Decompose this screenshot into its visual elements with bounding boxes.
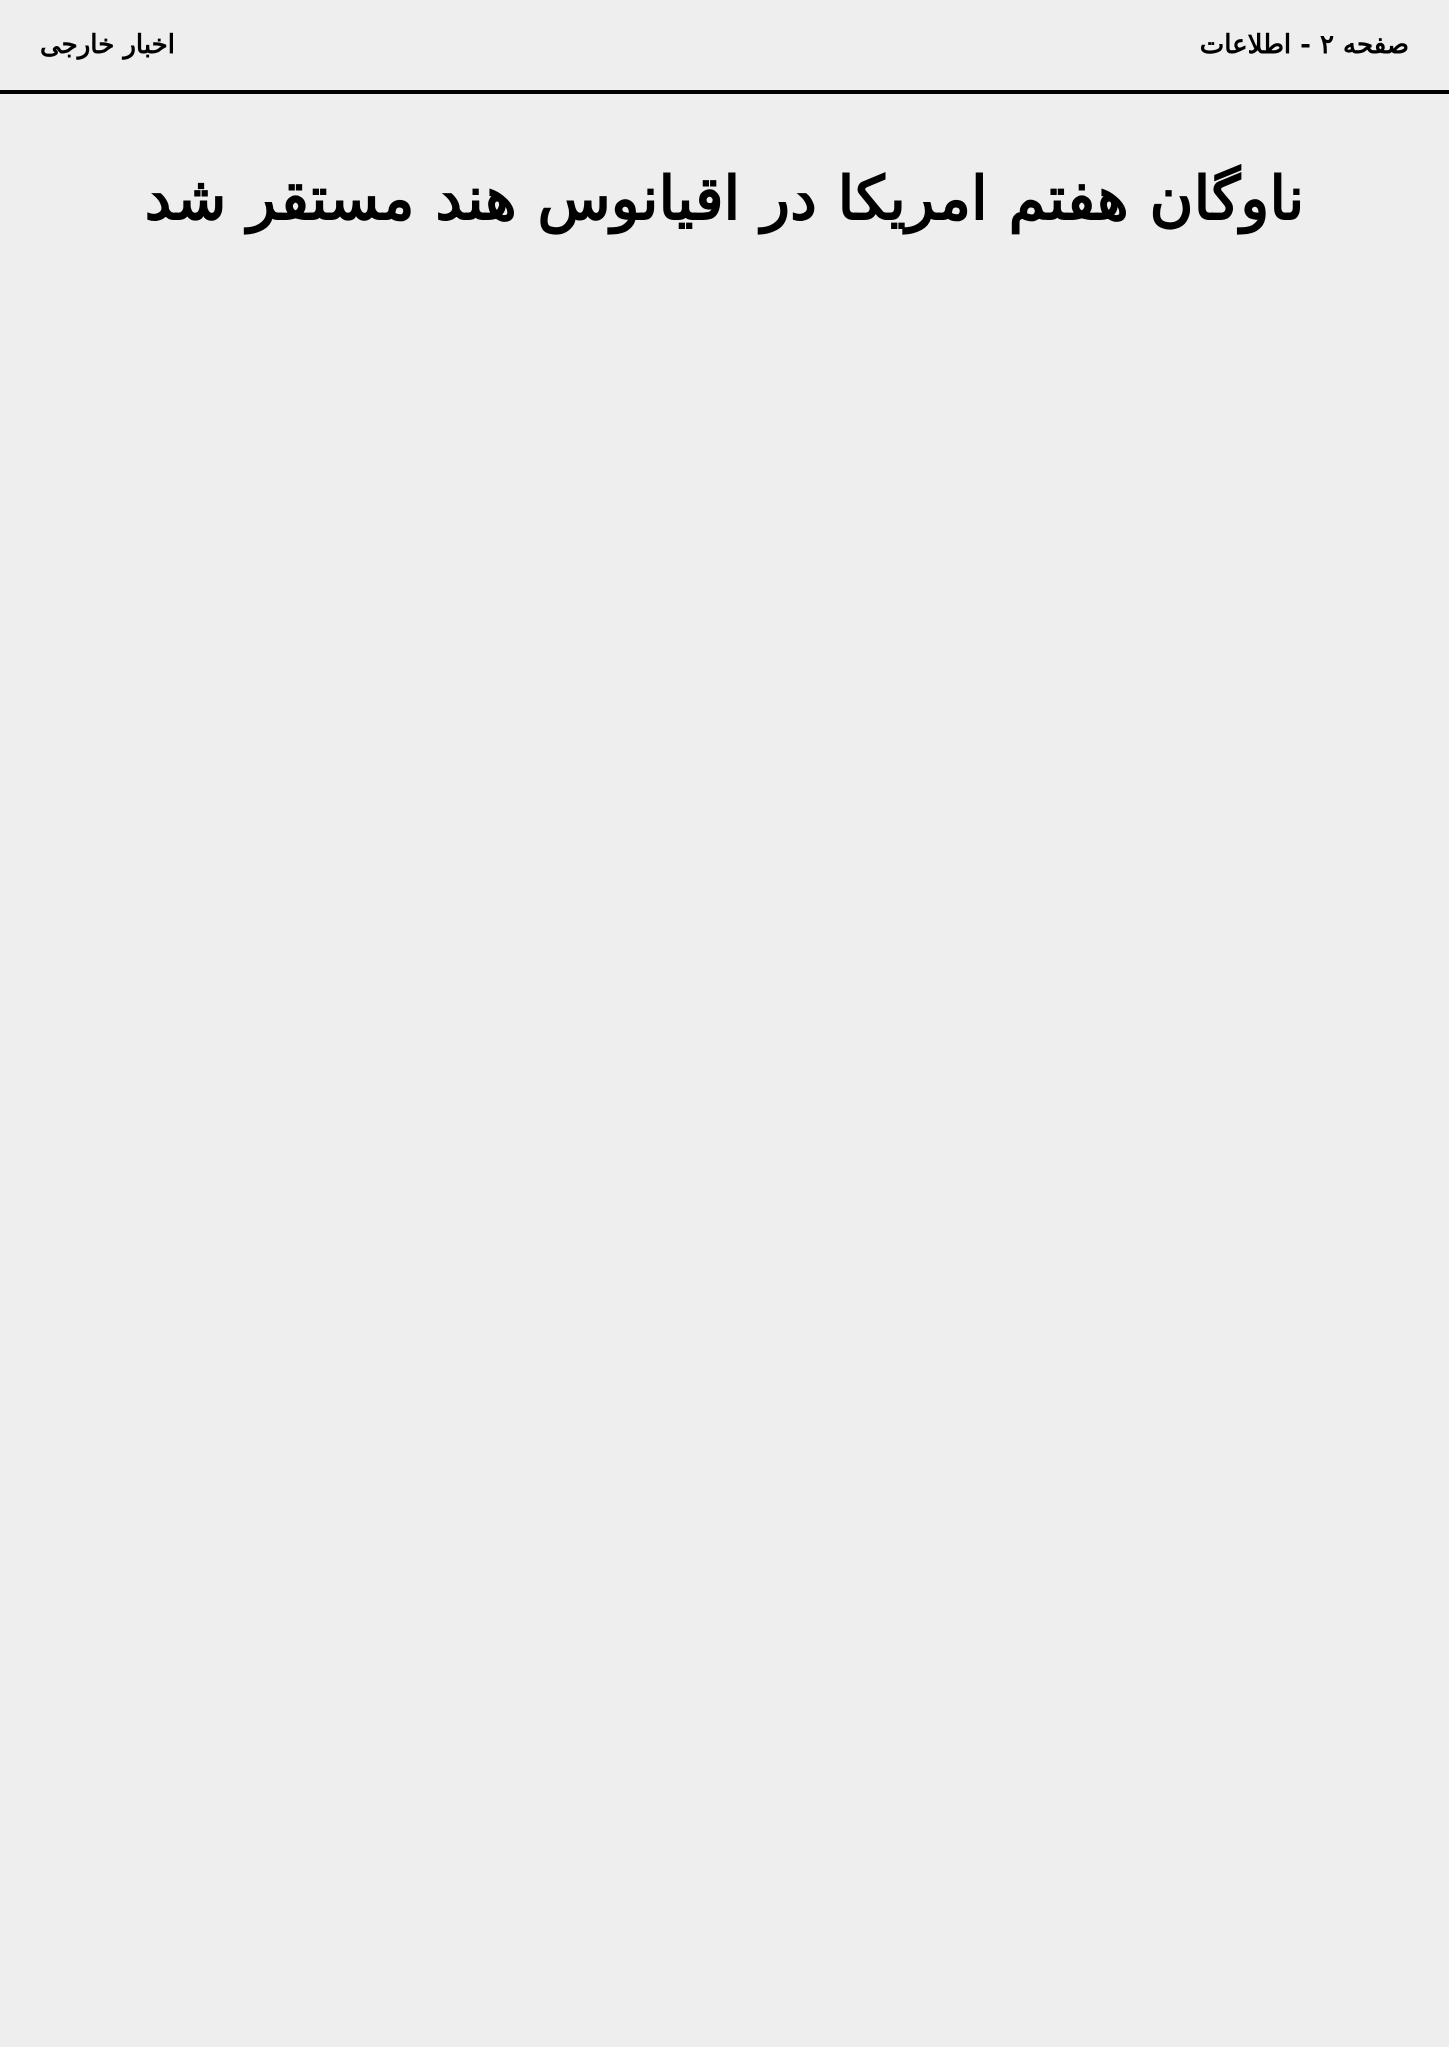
masthead [0, 0, 1449, 94]
section-label: اخبار خارجی [40, 30, 175, 60]
page-label: صفحه ۲ - اطلاعات [1199, 30, 1409, 60]
lead-headline: ناوگان هفتم امریکا در اقیانوس هند مستقر شد [144, 164, 1305, 234]
